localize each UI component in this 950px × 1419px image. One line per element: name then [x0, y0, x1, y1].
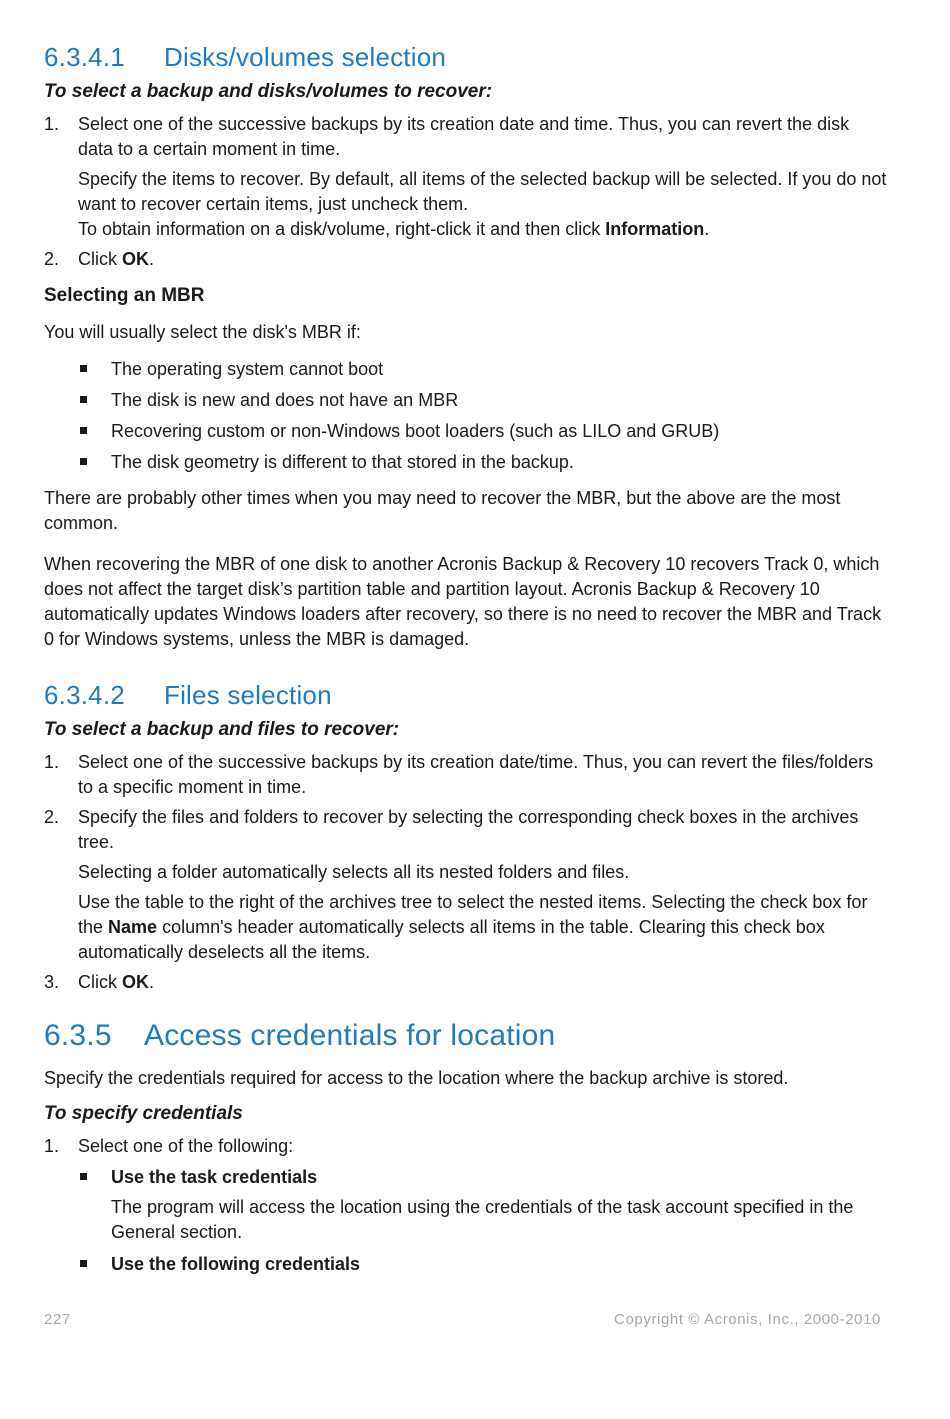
bullet-icon: [80, 396, 87, 403]
list-item: The operating system cannot boot: [111, 359, 384, 379]
step-number: 1.: [44, 1136, 60, 1156]
step-info: To obtain information on a disk/volume, right-click it and then click Information.: [78, 219, 710, 239]
step-number: 3.: [44, 972, 60, 992]
copyright: Copyright © Acronis, Inc., 2000-2010: [614, 1311, 881, 1328]
step-number: 1.: [44, 752, 60, 772]
section-title: Access credentials for location: [144, 1019, 556, 1052]
option-title: Use the task credentials: [111, 1167, 318, 1187]
paragraph: You will usually select the disk's MBR if:: [44, 322, 361, 342]
section-title: Files selection: [164, 680, 332, 710]
step-text: Select one of the successive backups by its creation date and time. Thus, you can revert the disk data to a certain moment in time.: [78, 114, 850, 159]
step-text: Click OK.: [78, 249, 155, 269]
paragraph: When recovering the MBR of one disk to another Acronis Backup & Recovery 10 recovers Track 0, which does not affect the target disk’s partition table and partition layout. Acronis Backup & Recovery 10 automatically updates Windows loaders after recovery, so there is no need to recover the MBR and Track 0 for Windows systems, unless the MBR is damaged.: [44, 554, 882, 649]
option-description: The program will access the location using the credentials of the task account specified in the General section.: [111, 1197, 854, 1242]
bullet-icon: [80, 1173, 87, 1180]
step-number: 2.: [44, 249, 60, 269]
list-item: The disk geometry is different to that stored in the backup.: [111, 452, 574, 472]
subheading: Selecting an MBR: [44, 285, 205, 306]
step-text: Click OK.: [78, 972, 155, 992]
procedure-title: To select a backup and files to recover:: [44, 719, 400, 740]
section-number: 6.3.5: [44, 1019, 112, 1052]
step-number: 2.: [44, 807, 60, 827]
step-text: Specify the files and folders to recover by selecting the corresponding check boxes in the archives tree.: [78, 807, 859, 852]
option-title: Use the following credentials: [111, 1254, 361, 1274]
section-heading-6342: [44, 680, 332, 711]
step-text: Select one of the successive backups by its creation date/time. Thus, you can revert the files/folders to a specific moment in time.: [78, 752, 874, 797]
procedure-title: To select a backup and disks/volumes to recover:: [44, 81, 493, 102]
section-title: Disks/volumes selection: [164, 42, 447, 72]
step-number: 1.: [44, 114, 60, 134]
section-number: 6.3.4.1: [44, 42, 125, 72]
bullet-icon: [80, 458, 87, 465]
section-heading-635: [44, 1019, 555, 1053]
step-text: Select one of the following:: [78, 1136, 294, 1156]
section-number: 6.3.4.2: [44, 680, 125, 710]
step-extra: Selecting a folder automatically selects all its nested folders and files.: [78, 862, 630, 882]
list-item: Recovering custom or non-Windows boot loaders (such as LILO and GRUB): [111, 421, 720, 441]
paragraph: Specify the credentials required for access to the location where the backup archive is stored.: [44, 1068, 789, 1088]
paragraph: There are probably other times when you may need to recover the MBR, but the above are the most common.: [44, 488, 841, 533]
step-extra: Use the table to the right of the archives tree to select the nested items. Selecting the check box for the Name column's header automatically selects all items in the table. Clearing this check box automatically deselects all the items.: [78, 892, 868, 962]
bullet-icon: [80, 365, 87, 372]
procedure-title: To specify credentials: [44, 1103, 243, 1124]
list-item: The disk is new and does not have an MBR: [111, 390, 459, 410]
bullet-icon: [80, 427, 87, 434]
step-extra: Specify the items to recover. By default, all items of the selected backup will be selected. If you do not want to recover certain items, just uncheck them.: [78, 169, 887, 214]
page-number: 227: [44, 1311, 71, 1328]
section-heading-6341: [44, 42, 446, 73]
bullet-icon: [80, 1260, 87, 1267]
